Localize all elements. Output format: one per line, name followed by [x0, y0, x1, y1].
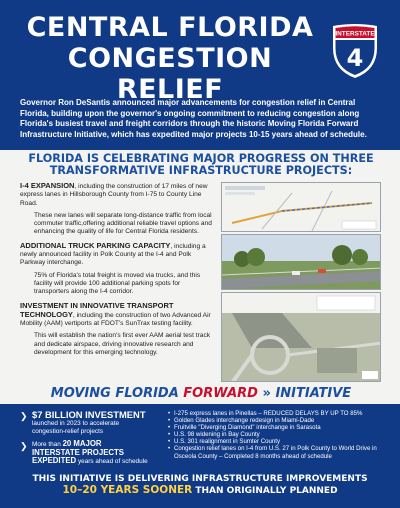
title-line-2: CONGESTION RELIEF: [67, 43, 273, 105]
progress-heading: FLORIDA IS CELEBRATING MAJOR PROGRESS ON THREE TRANSFORMATIVE INFRASTRUCTURE PROJECTS:: [28, 152, 374, 177]
stat-caption: launched in 2023 to accelerate congestion-relief projects: [32, 420, 120, 435]
stat-prefix: More than: [32, 441, 61, 449]
list-item: • I-275 express lanes in Pinellas – REDUCED DELAYS BY UP TO 85%: [168, 410, 396, 417]
project-detail: This will establish the nation's first ever AAM aerial test track and dedicate airspace, driving innovative research and development for this emerging technology.: [34, 332, 211, 357]
project-lead: [20, 182, 216, 208]
double-chevron-icon: »: [262, 386, 271, 401]
project-title: INVESTMENT IN INNOVATIVE TRANSPORT TECHNOLOGY: [20, 300, 174, 319]
delivering-highlight: 10–20 YEARS SOONER: [62, 484, 193, 496]
stat-investment: [20, 410, 150, 435]
banner-word-florida: FLORIDA: [115, 386, 179, 401]
project-section: [20, 302, 216, 358]
delivering-line-2-rest: THAN ORIGINALLY PLANNED: [192, 486, 338, 496]
stats-list: [20, 410, 150, 471]
list-item: • U.S. 98 widening in Bay County: [168, 431, 396, 438]
project-detail: 75% of Florida's total freight is moved via trucks, and this facility will provide 100 additional parking spots for transporters along the I-4 corridor.: [34, 271, 201, 296]
stat-headline: 20 MAJOR INTERSTATE PROJECTS EXPEDITED: [32, 439, 124, 466]
project-lead-text: , including a newly announced facility in Polk County at the I-4 and Polk Parkway interchange.: [20, 242, 206, 267]
list-item: • Golden Glades interchange redesign in Miami-Dade: [168, 417, 396, 424]
banner-word-initiative: INITIATIVE: [275, 386, 352, 401]
intro-paragraph: Governor Ron DeSantis announced major advancements for congestion relief in Central Florida, building upon the governor's ongoing commitment to reducing congestion along Florida's busiest travel and freight corridors through the historic Moving Florida Forward Infrastructure Initiative, which has expedited major projects 10-15 years ahead of schedule.: [20, 98, 367, 139]
projects-column: [20, 182, 216, 362]
stat-projects-text: [32, 440, 150, 466]
bottom-panel: [0, 404, 400, 508]
delivering-line-2: [20, 485, 380, 497]
project-detail: These new lanes will separate long-distance traffic from local commuter traffic,offering additional reliable travel options and enhancing the quality of life for Central Florida residents.: [34, 211, 212, 236]
project-section: [20, 182, 216, 237]
banner-word-forward: FORWARD: [183, 386, 258, 401]
delivering-statement: [20, 474, 380, 497]
banner-word-moving: MOVING: [50, 386, 111, 401]
stat-suffix: years ahead of schedule: [77, 458, 148, 466]
stat-projects: [20, 440, 150, 466]
project-bullets: [168, 410, 396, 460]
title-line-1: CENTRAL FLORIDA: [26, 12, 314, 43]
page-title: [20, 12, 320, 105]
project-lead: [20, 242, 216, 268]
project-section: [20, 242, 216, 297]
initiative-banner: [20, 386, 382, 401]
header-panel: [0, 0, 400, 150]
project-title: I-4 EXPANSION: [20, 181, 75, 190]
chevron-right-icon: ❯: [20, 411, 28, 421]
interstate-shield-icon: [330, 22, 380, 80]
project-lead-text: , including the construction of two Advanced Air Mobility (AAM) vertiports at FDOT's SunTrax testing facility.: [20, 311, 211, 328]
delivering-line-1: THIS INITIATIVE IS DELIVERING INFRASTRUCTURE IMPROVEMENTS: [32, 474, 368, 484]
project-title: ADDITIONAL TRUCK PARKING CAPACITY: [20, 240, 171, 250]
stat-headline: $7 BILLION INVESTMENT: [32, 409, 146, 420]
shield-number: 4: [346, 44, 364, 72]
chevron-right-icon: ❯: [20, 441, 28, 452]
project-lead-text: , including the construction of 17 miles of new express lanes in Hillsborough County from I-75 to County Line Road.: [20, 183, 208, 207]
list-item: • U.S. 301 realignment in Sumter County: [168, 438, 396, 445]
shield-label: INTERSTATE: [335, 30, 375, 38]
list-item: • Fruitville "Diverging Diamond" interchange in Sarasota: [168, 424, 396, 431]
list-item: • Congestion relief lanes on I-4 from U.S. 27 in Polk County to World Drive in Osceola County – Completed 8 months ahead of schedule: [168, 445, 396, 459]
map-image: [221, 182, 381, 232]
project-lead: [20, 302, 216, 329]
highway-rendering-image: [221, 234, 381, 290]
site-aerial-image: [221, 292, 381, 382]
